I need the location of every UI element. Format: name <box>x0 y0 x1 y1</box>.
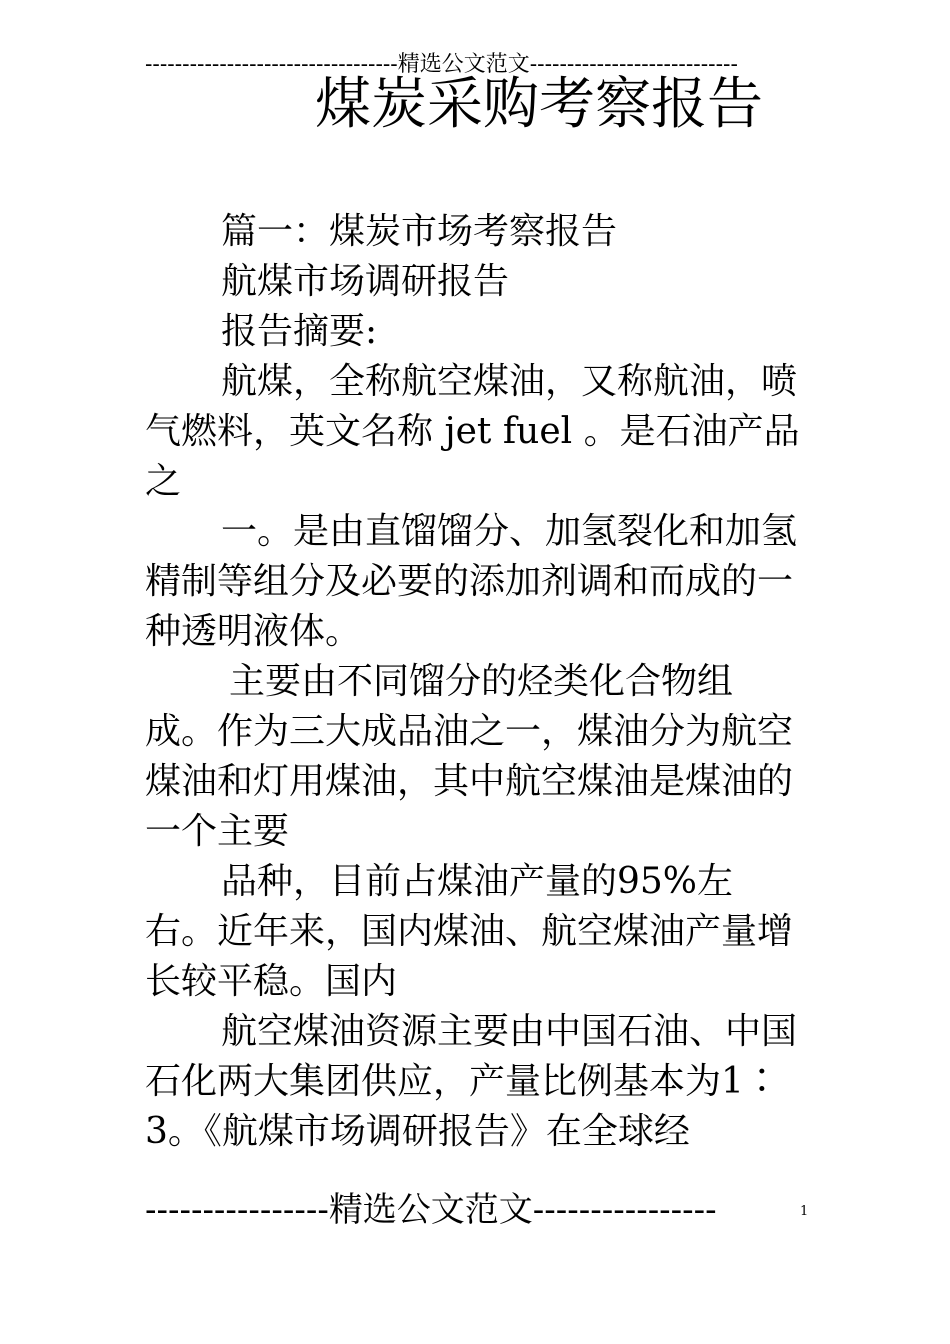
page-header: ----------------------------------精选公文范文---------------------------- <box>145 52 738 77</box>
paragraph: 航空煤油资源主要由中国石油、中国石化两大集团供应，产量比例基本为1∶3。《航煤市场调研报告》在全球经 <box>145 1011 798 1152</box>
abstract-label: 报告摘要: <box>221 311 378 352</box>
page-footer: ----------------精选公文范文---------------- <box>145 1190 717 1230</box>
paragraph: 品种，目前占煤油产量的95%左右。近年来，国内煤油、航空煤油产量增长较平稳。国内 <box>145 861 794 1002</box>
report-title: 航煤市场调研报告 <box>221 261 510 302</box>
page-number: 1 <box>800 1204 809 1219</box>
paragraph: 一。是由直馏馏分、加氢裂化和加氢精制等组分及必要的添加剂调和而成的一种透明液体。 <box>145 511 798 652</box>
paragraph: 主要由不同馏分的烃类化合物组成。作为三大成品油之一，煤油分为航空煤油和灯用煤油，其中航空煤油是煤油的一个主要 <box>145 661 794 852</box>
document-title: 煤炭采购考察报告 <box>315 72 763 137</box>
section-heading: 篇一：煤炭市场考察报告 <box>221 211 618 252</box>
paragraph: 航煤，全称航空煤油，又称航油，喷气燃料，英文名称 jet fuel 。是石油产品之 <box>145 361 800 502</box>
document-body <box>145 207 800 1157</box>
